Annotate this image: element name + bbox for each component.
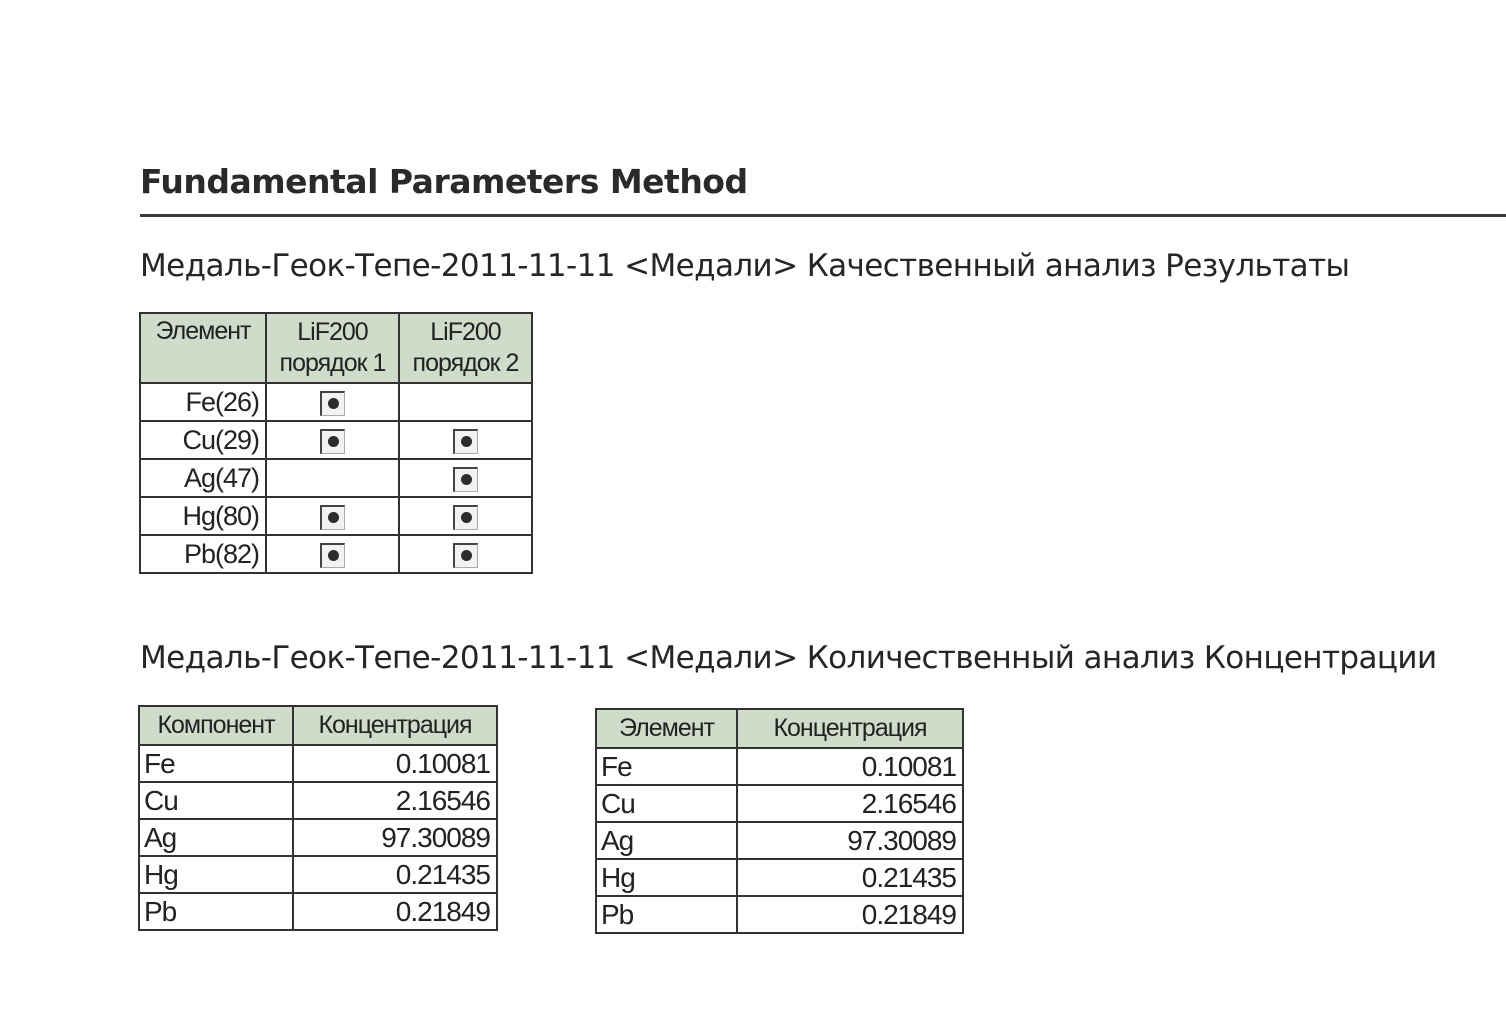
- detected-marker-icon: [453, 543, 478, 568]
- table-row: [596, 748, 963, 785]
- element-cell: Ag(47): [140, 459, 266, 497]
- table-row: [139, 782, 497, 819]
- column-header-line: LiF200: [430, 318, 501, 346]
- concentration-cell: 0.10081: [737, 748, 963, 785]
- detected-marker-icon: [320, 429, 345, 454]
- concentration-cell: 2.16546: [737, 785, 963, 822]
- element-cell: Ag: [596, 822, 737, 859]
- concentration-cell: 2.16546: [293, 782, 497, 819]
- table-row: [139, 819, 497, 856]
- column-header-order: порядок 1: [279, 349, 386, 377]
- component-concentration-table: [138, 705, 498, 931]
- concentration-cell: 0.21435: [293, 856, 497, 893]
- page-title: Fundamental Parameters Method: [140, 162, 748, 201]
- component-cell: Cu: [139, 782, 293, 819]
- column-header-element: Элемент: [596, 709, 737, 748]
- detected-marker-icon: [453, 429, 478, 454]
- title-divider: [140, 214, 1506, 217]
- table-row: [139, 856, 497, 893]
- concentration-cell: 0.21435: [737, 859, 963, 896]
- table-row: [596, 896, 963, 933]
- table-row: [139, 745, 497, 782]
- element-cell: Pb(82): [140, 535, 266, 573]
- component-cell: Pb: [139, 893, 293, 930]
- element-cell: Hg: [596, 859, 737, 896]
- concentration-cell: 97.30089: [293, 819, 497, 856]
- table-header-row: [139, 706, 497, 745]
- table-row: [139, 893, 497, 930]
- quantitative-caption: Медаль-Геок-Тепе-2011-11-11 <Медали> Количественный анализ Концентрации: [140, 640, 1437, 676]
- order2-cell: [399, 421, 532, 459]
- component-cell: Hg: [139, 856, 293, 893]
- table-row: [596, 822, 963, 859]
- order1-cell: [266, 459, 399, 497]
- table-row: [140, 421, 532, 459]
- element-concentration-table: [595, 708, 964, 934]
- element-cell: Hg(80): [140, 497, 266, 535]
- column-header-component: Компонент: [139, 706, 293, 745]
- detected-marker-icon: [320, 391, 345, 416]
- order1-cell: [266, 535, 399, 573]
- detected-marker-icon: [453, 505, 478, 530]
- component-cell: Fe: [139, 745, 293, 782]
- qualitative-results-table: [139, 312, 533, 574]
- element-cell: Cu: [596, 785, 737, 822]
- table-row: [140, 497, 532, 535]
- table-row: [140, 459, 532, 497]
- concentration-cell: 0.10081: [293, 745, 497, 782]
- order2-cell: [399, 497, 532, 535]
- table-row: [140, 383, 532, 421]
- concentration-cell: 0.21849: [293, 893, 497, 930]
- element-cell: Fe: [596, 748, 737, 785]
- element-cell: Fe(26): [140, 383, 266, 421]
- order2-cell: [399, 459, 532, 497]
- table-row: [596, 859, 963, 896]
- column-header-order: порядок 2: [412, 349, 519, 377]
- element-cell: Cu(29): [140, 421, 266, 459]
- order2-cell: [399, 535, 532, 573]
- detected-marker-icon: [453, 467, 478, 492]
- concentration-cell: 97.30089: [737, 822, 963, 859]
- column-header-order-1: [266, 313, 399, 383]
- element-cell: Pb: [596, 896, 737, 933]
- order1-cell: [266, 497, 399, 535]
- qualitative-caption: Медаль-Геок-Тепе-2011-11-11 <Медали> Качественный анализ Результаты: [140, 248, 1350, 284]
- order1-cell: [266, 421, 399, 459]
- detected-marker-icon: [320, 543, 345, 568]
- order1-cell: [266, 383, 399, 421]
- detected-marker-icon: [320, 505, 345, 530]
- column-header-concentration: Концентрация: [293, 706, 497, 745]
- column-header-concentration: Концентрация: [737, 709, 963, 748]
- table-header-row: [596, 709, 963, 748]
- column-header-element: Элемент: [140, 313, 266, 383]
- table-row: [140, 535, 532, 573]
- concentration-cell: 0.21849: [737, 896, 963, 933]
- column-header-line: LiF200: [297, 318, 368, 346]
- component-cell: Ag: [139, 819, 293, 856]
- table-header-row: [140, 313, 532, 383]
- table-row: [596, 785, 963, 822]
- order2-cell: [399, 383, 532, 421]
- column-header-order-2: [399, 313, 532, 383]
